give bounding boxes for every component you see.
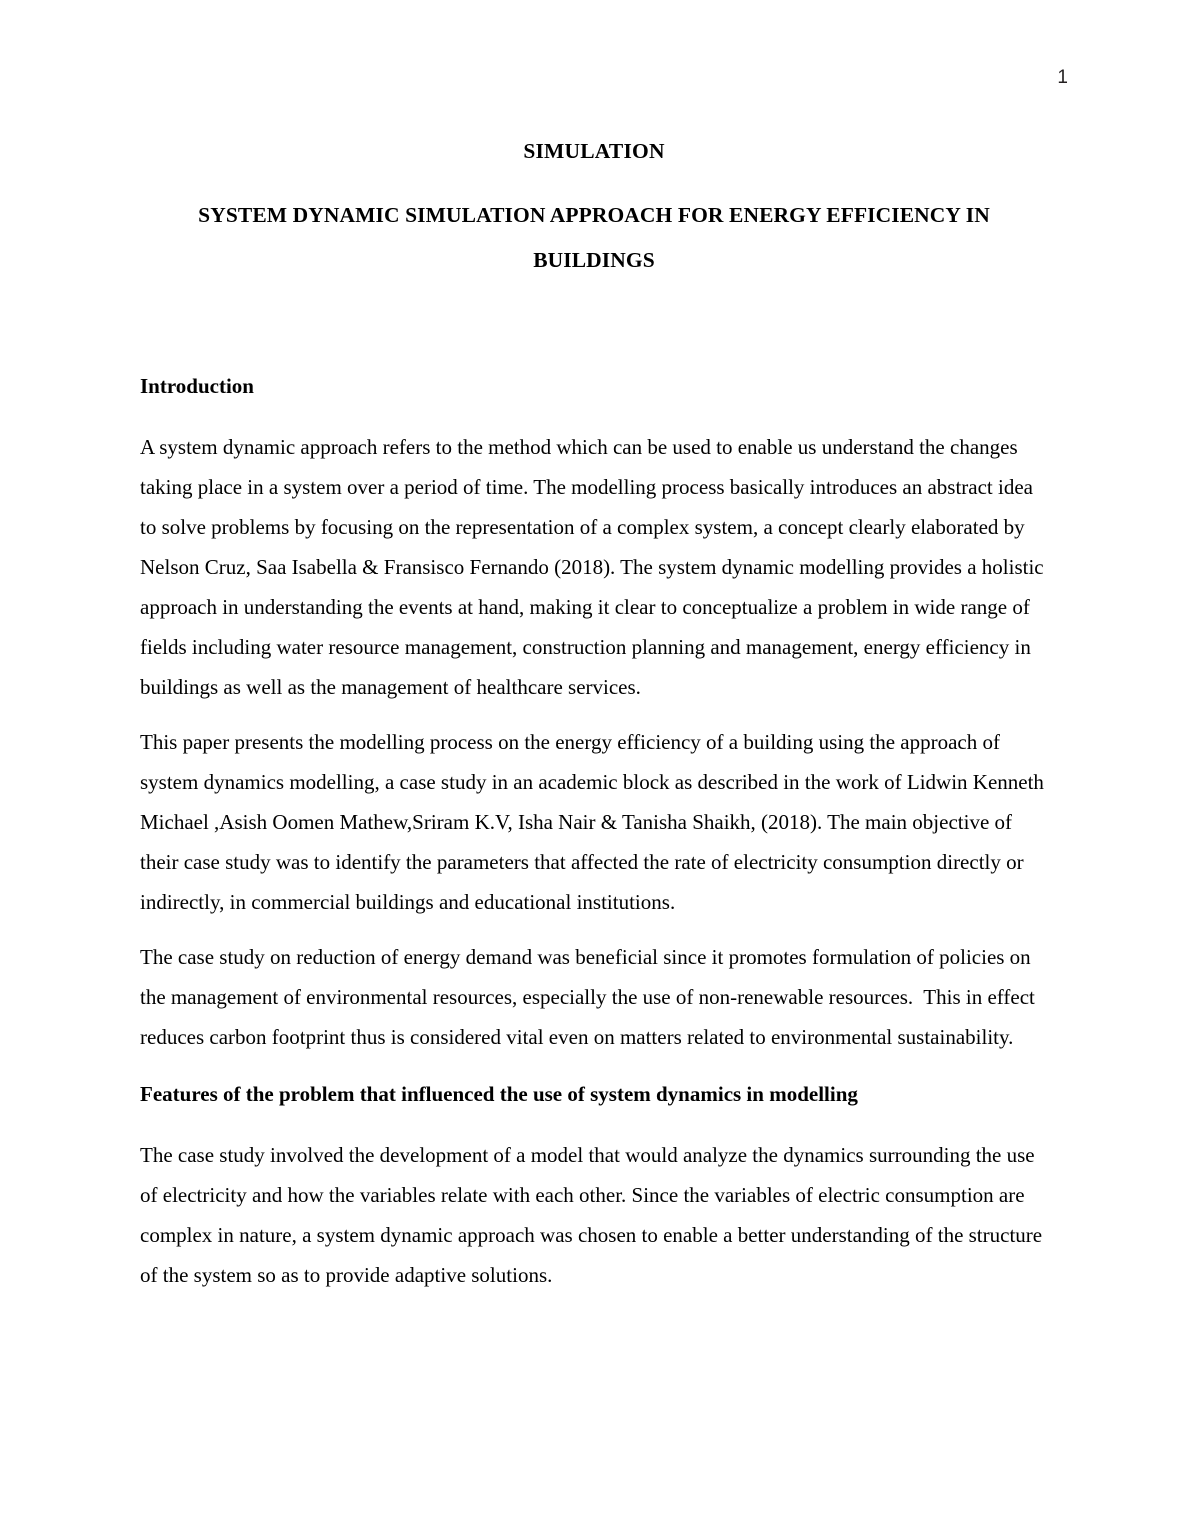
paragraph: This paper presents the modelling process on the energy efficiency of a building using the approach of system dynamics modelling, a case study in an academic block as described in the work of Lidwin Kenneth Michael ,Asish Oomen Mathew,Sriram K.V, Isha Nair & Tanisha Shaikh, (2018). The main objective of their case study was to identify the parameters that affected the rate of electricity consumption directly or indirectly, in commercial buildings and educational institutions.	[140, 730, 1050, 914]
paragraph: The case study involved the development of a model that would analyze the dynamics surrounding the use of electricity and how the variables relate with each other. Since the variables of electric consumption are complex in nature, a system dynamic approach was chosen to enable a better understanding of the structure of the system so as to provide adaptive solutions.	[140, 1143, 1048, 1287]
page-title: SYSTEM DYNAMIC SIMULATION APPROACH FOR ENERGY EFFICIENCY IN BUILDINGS	[198, 203, 990, 272]
paragraph: The case study on reduction of energy demand was beneficial since it promotes formulation of policies on the management of environmental resources, especially the use of non-renewable resources. This in effect reduces carbon footprint thus is considered vital even on matters related to environmental sustainability.	[140, 945, 1041, 1049]
section-heading-features: Features of the problem that influenced the use of system dynamics in modelling	[140, 1082, 858, 1106]
paragraph-spacer	[140, 707, 1048, 722]
section-heading-introduction: Introduction	[140, 374, 254, 398]
document-label: SIMULATION	[523, 139, 665, 163]
heading-spacer	[140, 1109, 1048, 1135]
paragraph-spacer	[140, 922, 1048, 937]
heading-spacer	[140, 401, 1048, 427]
title-spacer	[140, 283, 1048, 371]
paragraph: A system dynamic approach refers to the method which can be used to enable us understand the changes taking place in a system over a period of time. The modelling process basically introduces an abstract idea to solve problems by focusing on the representation of a complex system, a concept clearly elaborated by Nelson Cruz, Saa Isabella & Fransisco Fernando (2018). The system dynamic modelling provides a holistic approach in understanding the events at hand, making it clear to conceptualize a problem in wide range of fields including water resource management, construction planning and management, energy efficiency in buildings as well as the management of healthcare services.	[140, 435, 1049, 699]
section-spacer	[140, 1057, 1048, 1079]
page-number: 1	[1057, 67, 1068, 88]
document-body	[140, 0, 1048, 1295]
